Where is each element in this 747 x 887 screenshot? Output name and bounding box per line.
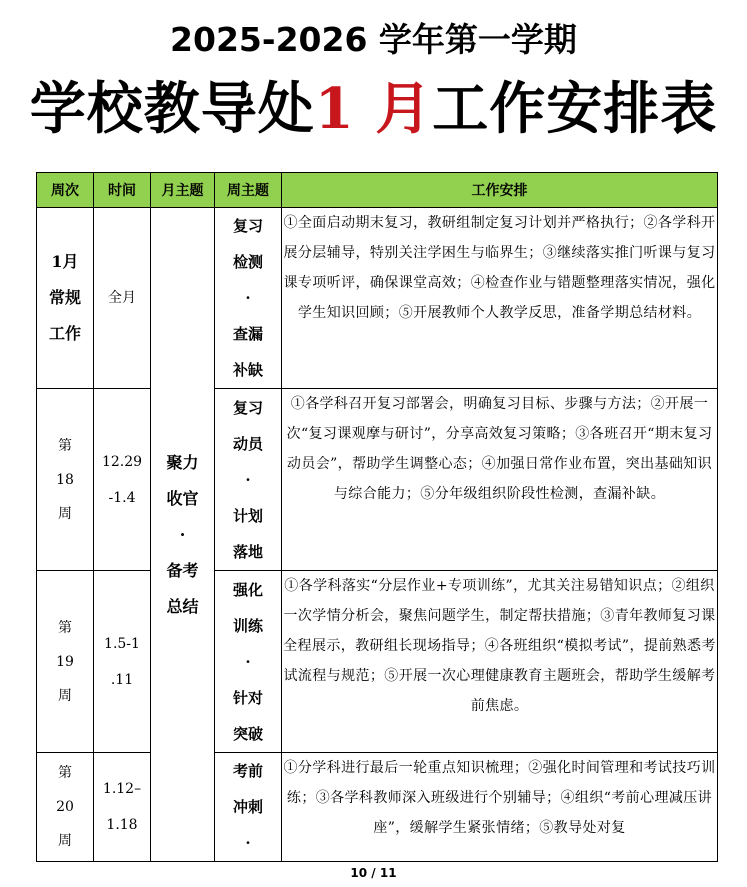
week-theme-cell: 复习 检测 · 查漏 补缺 [215, 208, 282, 389]
week-cell: 1月 常规 工作 [37, 208, 94, 389]
schedule-table [36, 172, 718, 862]
week-theme-cell: 复习 动员 · 计划 落地 [215, 389, 282, 571]
month-theme-cell: 聚力 收官 · 备考 总结 [151, 208, 215, 862]
col-week-theme: 周主题 [215, 173, 282, 208]
week-cell: 第 19 周 [37, 571, 94, 753]
arrangement-cell: ①全面启动期末复习，教研组制定复习计划并严格执行；②各学科开展分层辅导，特别关注学困生与临界生；③继续落实推门听课与复习课专项听评，确保课堂高效；④检查作业与错题整理落实情况，强化学生知识回顾；⑤开展教师个人教学反思，准备学期总结材料。 [282, 208, 718, 389]
term-subtitle: 2025-2026 学年第一学期 [170, 20, 577, 59]
col-time: 时间 [94, 173, 151, 208]
table-header-row [37, 173, 718, 208]
title-part2: 工作安排表 [432, 76, 718, 142]
time-cell: 1.5-1 .11 [94, 571, 151, 753]
arrangement-cell: ①各学科落实“分层作业+专项训练”，尤其关注易错知识点；②组织一次学情分析会，聚焦问题学生，制定帮扶措施；③青年教师复习课全程展示，教研组长现场指导；④各班组织“模拟考试”，提前熟悉考试流程与规范；⑤开展一次心理健康教育主题班会，帮助学生缓解考前焦虑。 [282, 571, 718, 753]
table-row [37, 208, 718, 389]
week-theme-cell: 强化 训练 · 针对 突破 [215, 571, 282, 753]
title-part1: 学校教导处 [29, 76, 315, 142]
table-row [37, 571, 718, 753]
week-cell: 第 20 周 [37, 753, 94, 862]
arrangement-cell: ①分学科进行最后一轮重点知识梳理；②强化时间管理和考试技巧训练；③各学科教师深入班级进行个别辅导；④组织“考前心理减压讲座”，缓解学生紧张情绪；⑤教导处对复 [282, 753, 718, 862]
col-month-theme: 月主题 [151, 173, 215, 208]
col-week: 周次 [37, 173, 94, 208]
page-title [0, 72, 747, 146]
col-arrangement: 工作安排 [282, 173, 718, 208]
time-cell: 12.29 -1.4 [94, 389, 151, 571]
title-month: 1 月 [314, 76, 433, 142]
week-theme-cell: 考前 冲刺 · [215, 753, 282, 862]
time-cell: 1.12– 1.18 [94, 753, 151, 862]
page-number: 10 / 11 [350, 866, 397, 880]
table-row [37, 389, 718, 571]
week-cell: 第 18 周 [37, 389, 94, 571]
time-cell: 全月 [94, 208, 151, 389]
table-row [37, 753, 718, 862]
arrangement-cell: ①各学科召开复习部署会，明确复习目标、步骤与方法；②开展一次“复习课观摩与研讨”，分享高效复习策略；③各班召开“期末复习动员会”，帮助学生调整心态；④加强日常作业布置，突出基础知识与综合能力；⑤分年级组织阶段性检测，查漏补缺。 [282, 389, 718, 571]
